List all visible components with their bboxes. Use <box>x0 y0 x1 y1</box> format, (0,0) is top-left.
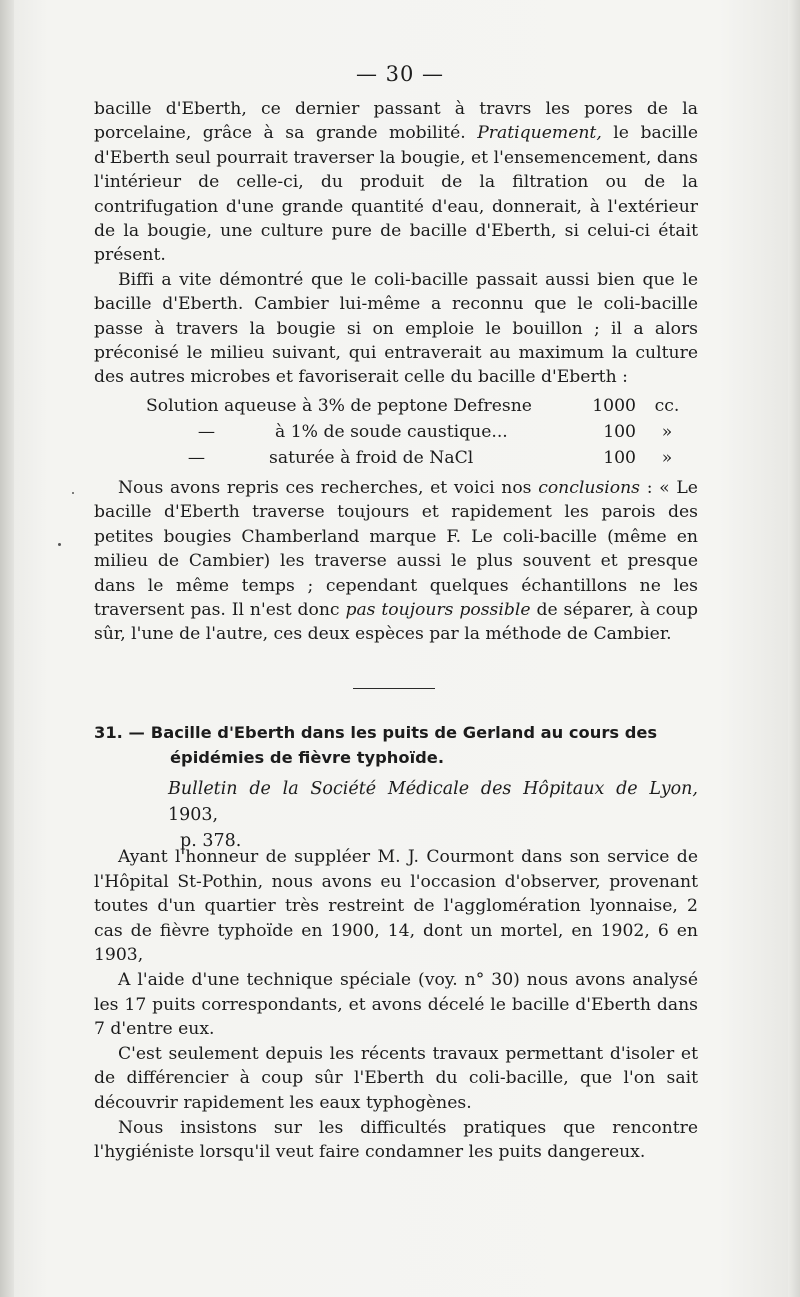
formula-row-1-qty: 1000 <box>592 395 636 416</box>
source-journal: Bulletin de la Société Médicale des Hôpitaux de Lyon, <box>168 779 698 799</box>
paragraph-1-start: bacille d'Eberth, ce dernier passant à travrs les pores de la porcelaine, grâce à sa grande mobilité. <box>94 99 698 144</box>
formula-row-3-qty: 100 <box>603 447 636 468</box>
page-number: — 30 — <box>355 62 445 86</box>
section-body <box>94 845 698 1165</box>
paragraph-3-start: Nous avons repris ces recherches, et voici nos <box>118 477 539 498</box>
section-31 <box>94 720 698 854</box>
top-text-block <box>94 97 698 647</box>
section-title <box>94 720 698 770</box>
paragraph-3-italic-conclusions: conclusions <box>538 477 640 498</box>
section-number: 31. — <box>94 723 145 742</box>
paragraph-courmont: Ayant l'honneur de suppléer M. J. Courmont dans son service de l'Hôpital St-Pothin, nous avons eu l'occasion d'observer, provenant toutes d'un quartier très restreint de l'agglomération lyonnaise, 2 cas de fièvre typhoïde en 1900, 14, dont un mortel, en 1902, 6 en 1903, <box>94 847 698 966</box>
paragraph-1-italic: Pratiquement, <box>477 123 602 144</box>
source-pages: p. 378. <box>180 831 242 851</box>
paragraph-conclusions <box>94 476 698 647</box>
source-year: 1903, <box>168 805 219 825</box>
section-divider <box>353 688 435 689</box>
bibliographic-source <box>168 776 698 854</box>
section-title-line-1: Bacille d'Eberth dans les puits de Gerland au cours des <box>150 723 658 742</box>
formula-row-1-unit: cc. <box>654 395 680 416</box>
culture-medium-formula <box>94 394 698 472</box>
paper-speck <box>58 543 61 546</box>
formula-row <box>94 394 698 420</box>
paper-speck <box>72 492 74 494</box>
formula-row-2-dash: — <box>197 421 215 442</box>
formula-row-2-qty: 100 <box>603 421 636 442</box>
paragraph-recent-work: C'est seulement depuis les récents travaux permettant d'isoler et de différencier à coup sûr l'Eberth du coli-bacille, que l'on sait découvrir rapidement les eaux typhogènes. <box>94 1043 698 1113</box>
formula-row <box>94 446 698 472</box>
paragraph-3-italic-emphasis: pas toujours possible <box>345 599 531 620</box>
page-right-edge <box>788 0 800 1297</box>
paragraph-biffi: Biffi a vite démontré que le coli-bacille passait aussi bien que le bacille d'Eberth. Cambier lui-même a reconnu que le coli-bacille passe à travers la bougie si on emploie le bouillon ; il a alors préconisé le milieu suivant, qui entraverait au maximum la culture des autres microbes et favoriserait celle du bacille d'Eberth : <box>94 269 698 388</box>
formula-row-1-label: Solution aqueuse à 3% de peptone Defresne <box>146 395 532 416</box>
page-binding-edge <box>0 0 14 1297</box>
paragraph-1-end: le bacille d'Eberth seul pourrait traverser la bougie, et l'ensemencement, dans l'intérieur de celle-ci, du produit de la filtration ou de la contrifugation d'une grande quantité d'eau, donnerait, à l'extérieur de la bougie, une culture pure de bacille d'Eberth, si celui-ci était présent. <box>94 123 698 266</box>
section-title-line-2: épidémies de fièvre typhoïde. <box>170 748 445 767</box>
paragraph-technique: A l'aide d'une technique spéciale (voy. n° 30) nous avons analysé les 17 puits correspondants, et avons décelé le bacille d'Eberth dans 7 d'entre eux. <box>94 969 698 1040</box>
paragraph-3-middle: : « Le bacille d'Eberth traverse toujours et rapidement les parois des petites bougies Chamberland marque F. Le coli-bacille (même en milieu de Cambier) les traverse aussi le plus souvent et presque dans le même temps ; cependant quelques échantillons ne les traversent pas. Il n'est donc <box>94 477 698 620</box>
formula-row-2-label: à 1% de soude caustique... <box>275 421 508 442</box>
formula-row <box>94 420 698 446</box>
formula-row-2-unit: » <box>661 421 673 442</box>
paragraph-continuation <box>94 97 698 268</box>
paragraph-3-end: de séparer, à coup sûr, l'une de l'autre, ces deux espèces par la méthode de Cambier. <box>94 599 699 645</box>
formula-row-3-dash: — <box>187 447 205 468</box>
formula-row-3-label: saturée à froid de NaCl <box>269 447 474 468</box>
paragraph-difficulties: Nous insistons sur les difficultés pratiques que rencontre l'hygiéniste lorsqu'il veut faire condamner les puits dangereux. <box>94 1117 698 1163</box>
formula-row-3-unit: » <box>661 447 673 468</box>
